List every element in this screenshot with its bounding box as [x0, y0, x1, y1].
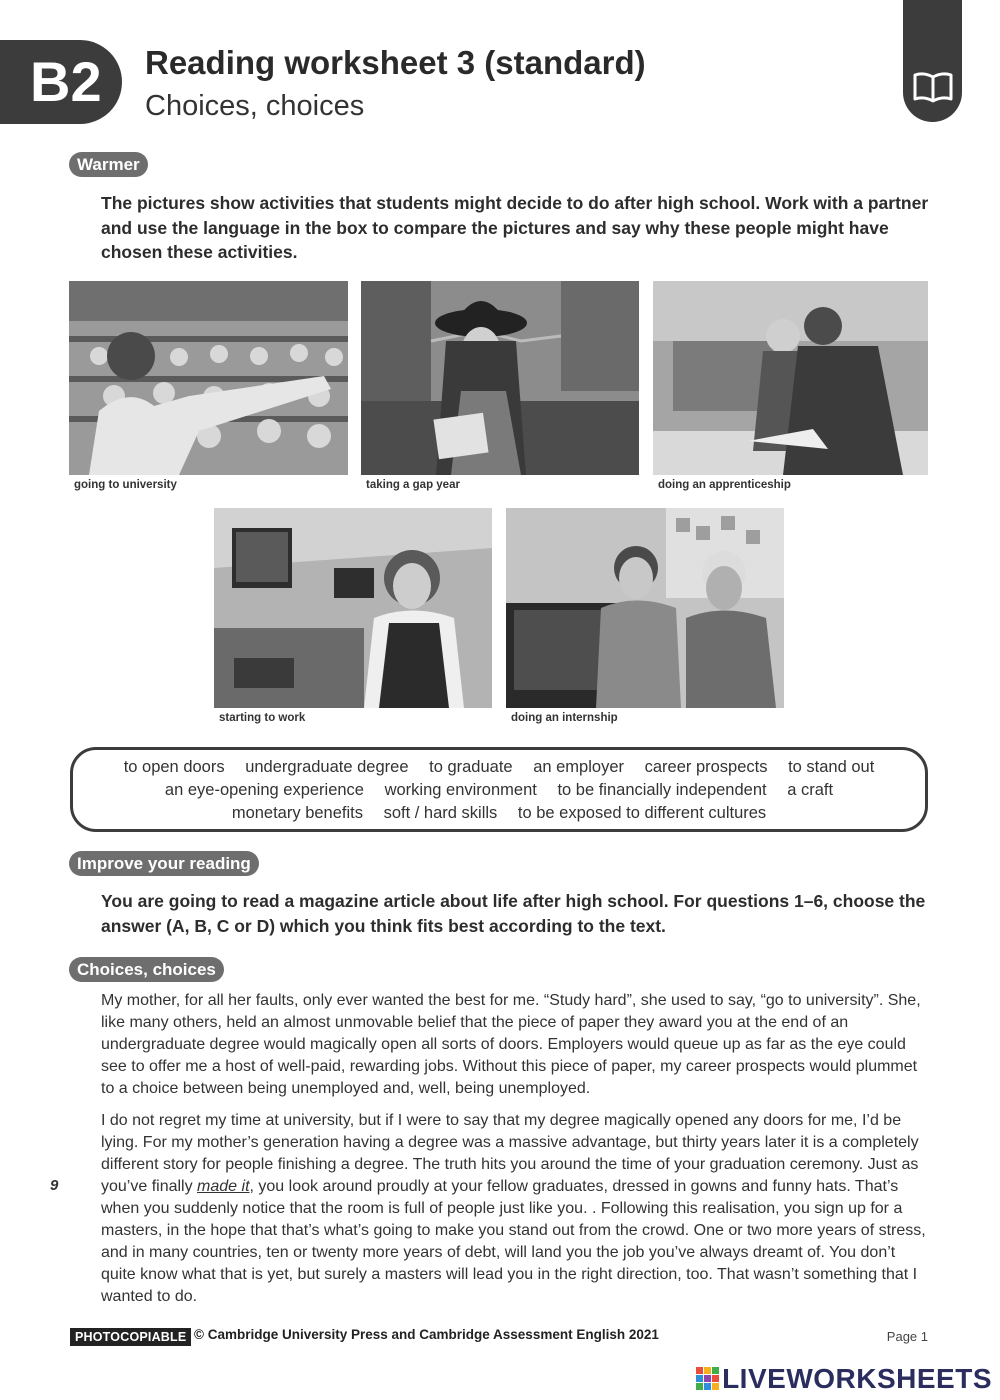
- language-item: to be financially independent: [557, 781, 767, 799]
- photo-starting-work: [214, 508, 492, 708]
- language-row: [73, 804, 925, 823]
- improve-instruction: You are going to read a magazine article about life after high school. For questions 1–6, choose the answer (A, B, C or D) which you think fits best according to the text.: [101, 891, 926, 936]
- language-item: soft / hard skills: [383, 804, 498, 822]
- language-item: to be exposed to different cultures: [517, 804, 767, 822]
- language-item: to graduate: [429, 758, 513, 776]
- article-label: Choices, choices: [69, 957, 224, 982]
- article-paragraph-1: My mother, for all her faults, only ever wanted the best for me. “Study hard”, she used to say, “go to university”. She, like many others, held an almost unmovable belief that the piece of paper they award you at the end of an undergraduate degree would magically open all sorts of doors. Employers would queue up as far as the eye could see to offer me a host of well-paid, rewarding jobs. Without this piece of paper, my career prospects would plummet to a choice between being unemployed and, well, being unemployed.: [101, 992, 921, 1097]
- photo-gap-year: [361, 281, 639, 475]
- photo-caption: starting to work: [219, 712, 306, 724]
- photo-caption: doing an internship: [511, 712, 618, 724]
- photo-university: [69, 281, 348, 475]
- language-item: a craft: [787, 781, 834, 799]
- language-row: [73, 758, 925, 777]
- photo-internship: [506, 508, 784, 708]
- language-item: career prospects: [644, 758, 768, 776]
- improve-label: Improve your reading: [69, 851, 259, 876]
- paragraph-text: , you look around proudly at your fellow graduates, dressed in gowns and funny hats. That’s when you suddenly notice that the room is full of people just like you. . Following this realisation, you sign up for a masters, in the hope that that’s what’s going to make you stand out from the crowd. One or two more years of stress, and in many countries, ten or twenty more years of debt, will land you the job you’ve always dreamt of. You don’t quite know what that is yet, but surely a masters will lead you in the right direction, too. That wasn’t something that I wanted to do.: [101, 1178, 926, 1305]
- photo-caption: taking a gap year: [366, 479, 460, 491]
- page-subtitle: Choices, choices: [145, 90, 365, 122]
- language-item: an eye-opening experience: [164, 781, 364, 799]
- photo-caption: doing an apprenticeship: [658, 479, 791, 491]
- copyright-notice: © Cambridge University Press and Cambridge Assessment English 2021: [194, 1327, 659, 1342]
- language-item: to stand out: [788, 758, 875, 776]
- photo-apprenticeship: [653, 281, 928, 475]
- article-paragraph-2: [101, 1110, 931, 1308]
- language-item: an employer: [533, 758, 624, 776]
- photo-caption: going to university: [74, 479, 177, 491]
- warmer-label: Warmer: [69, 152, 148, 177]
- liveworksheets-logo[interactable]: [696, 1363, 992, 1395]
- underlined-phrase: made it: [197, 1178, 250, 1195]
- language-item: monetary benefits: [231, 804, 363, 822]
- photocopiable-badge: PHOTOCOPIABLE: [70, 1328, 191, 1346]
- reading-tab: [903, 0, 962, 122]
- open-book-icon: [912, 70, 954, 104]
- liveworksheets-icon: [696, 1367, 720, 1391]
- language-row: [73, 781, 925, 800]
- warmer-instruction: The pictures show activities that students might decide to do after high school. Work with a partner and use the language in the box to compare the pictures and say why these people might have chosen these activities.: [101, 193, 929, 262]
- language-item: working environment: [384, 781, 537, 799]
- language-box: [70, 747, 928, 832]
- level-badge: B2: [0, 40, 122, 124]
- page-title: Reading worksheet 3 (standard): [145, 44, 646, 81]
- line-number: 9: [50, 1177, 59, 1194]
- language-item: undergraduate degree: [245, 758, 409, 776]
- page-number: Page 1: [886, 1329, 928, 1344]
- language-item: to open doors: [123, 758, 225, 776]
- logo-text: LIVEWORKSHEETS: [722, 1363, 992, 1394]
- paragraph-text: I do not regret my time at university, but if I were to say that my degree magically opened any doors for me, I’d be lying. For my mother’s generation having a degree was a massive advantage, but thirty years later it is a completely different story for people finishing a degree. The truth hits you around the time of your graduation ceremony. Just as you’ve finally: [101, 1112, 919, 1195]
